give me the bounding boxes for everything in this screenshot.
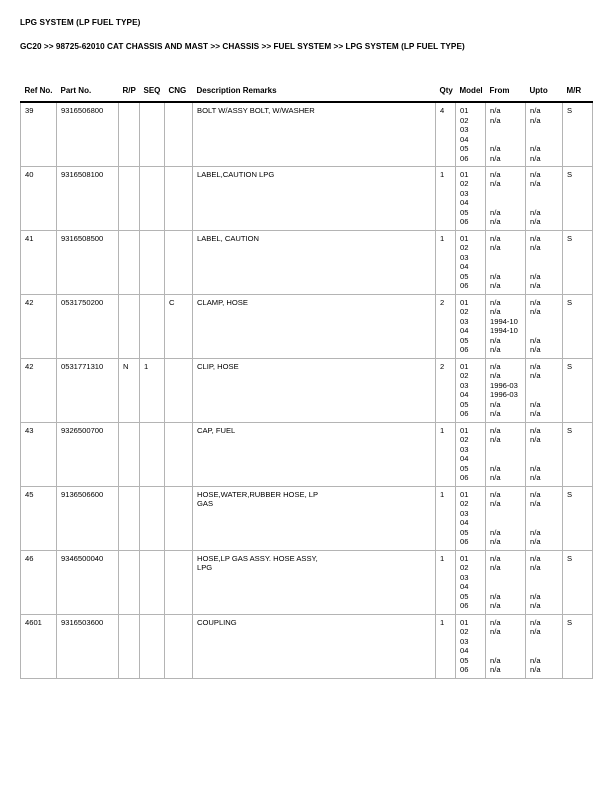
cell-description: LABEL,CAUTION LPG bbox=[193, 166, 436, 230]
column-header-description: Description Remarks bbox=[193, 86, 436, 102]
cell-rp bbox=[119, 102, 140, 166]
upto-list: n/a n/a n/a n/a bbox=[530, 489, 541, 547]
cell-mr: S bbox=[563, 166, 593, 230]
cell-mr: S bbox=[563, 230, 593, 294]
cell-part-no: 0531771310 bbox=[57, 358, 119, 422]
cell-cng bbox=[165, 614, 193, 678]
cell-mr: S bbox=[563, 358, 593, 422]
table-row[interactable] bbox=[21, 550, 593, 614]
cell-description: CAP, FUEL bbox=[193, 422, 436, 486]
cell-from bbox=[486, 358, 526, 422]
cell-seq bbox=[140, 102, 165, 166]
cell-mr: S bbox=[563, 422, 593, 486]
cell-model bbox=[456, 422, 486, 486]
cell-from bbox=[486, 422, 526, 486]
from-list: n/a n/a n/a n/a bbox=[490, 425, 501, 483]
from-list: n/a n/a n/a n/a bbox=[490, 489, 501, 547]
cell-ref-no: 43 bbox=[21, 422, 57, 486]
cell-qty: 2 bbox=[436, 294, 456, 358]
cell-seq bbox=[140, 230, 165, 294]
cell-rp bbox=[119, 230, 140, 294]
upto-list: n/a n/a n/a n/a bbox=[530, 106, 541, 163]
cell-qty: 1 bbox=[436, 230, 456, 294]
table-row[interactable] bbox=[21, 102, 593, 166]
cell-from bbox=[486, 230, 526, 294]
column-header-model: Model bbox=[456, 86, 486, 102]
cell-description: BOLT W/ASSY BOLT, W/WASHER bbox=[193, 102, 436, 166]
cell-seq bbox=[140, 550, 165, 614]
cell-part-no: 9316508500 bbox=[57, 230, 119, 294]
from-list: n/a n/a n/a n/a bbox=[490, 617, 501, 675]
cell-cng: C bbox=[165, 294, 193, 358]
parts-table bbox=[20, 86, 593, 679]
model-list: 01 02 03 04 05 06 bbox=[460, 361, 469, 419]
cell-from bbox=[486, 166, 526, 230]
cell-qty: 1 bbox=[436, 486, 456, 550]
cell-from bbox=[486, 614, 526, 678]
model-list: 01 02 03 04 05 06 bbox=[460, 233, 469, 291]
cell-description: LABEL, CAUTION bbox=[193, 230, 436, 294]
cell-upto bbox=[526, 614, 563, 678]
upto-list: n/a n/a n/a n/a bbox=[530, 617, 541, 675]
cell-part-no: 9316508100 bbox=[57, 166, 119, 230]
upto-list: n/a n/a n/a n/a bbox=[530, 297, 541, 355]
breadcrumb: GC20 >> 98725-62010 CAT CHASSIS AND MAST >> CHASSIS >> FUEL SYSTEM >> LPG SYSTEM (LP FUEL TYPE) bbox=[20, 42, 465, 51]
cell-cng bbox=[165, 166, 193, 230]
cell-cng bbox=[165, 486, 193, 550]
cell-from bbox=[486, 550, 526, 614]
cell-seq bbox=[140, 422, 165, 486]
table-row[interactable] bbox=[21, 614, 593, 678]
cell-qty: 4 bbox=[436, 102, 456, 166]
cell-model bbox=[456, 486, 486, 550]
cell-model bbox=[456, 614, 486, 678]
cell-seq: 1 bbox=[140, 358, 165, 422]
from-list: n/a n/a n/a n/a bbox=[490, 106, 501, 163]
table-header-row bbox=[21, 86, 593, 102]
model-list: 01 02 03 04 05 06 bbox=[460, 617, 469, 675]
column-header-ref-no: Ref No. bbox=[21, 86, 57, 102]
cell-from bbox=[486, 102, 526, 166]
cell-upto bbox=[526, 166, 563, 230]
cell-model bbox=[456, 230, 486, 294]
cell-rp bbox=[119, 294, 140, 358]
cell-upto bbox=[526, 550, 563, 614]
from-list: n/a n/a n/a n/a bbox=[490, 233, 501, 291]
cell-mr: S bbox=[563, 294, 593, 358]
cell-seq bbox=[140, 614, 165, 678]
column-header-rp: R/P bbox=[119, 86, 140, 102]
cell-upto bbox=[526, 102, 563, 166]
cell-ref-no: 42 bbox=[21, 294, 57, 358]
table-body bbox=[21, 102, 593, 678]
cell-qty: 1 bbox=[436, 166, 456, 230]
cell-description: COUPLING bbox=[193, 614, 436, 678]
cell-from bbox=[486, 294, 526, 358]
from-list: n/a n/a 1996-03 1996-03 n/a n/a bbox=[490, 361, 518, 419]
cell-ref-no: 39 bbox=[21, 102, 57, 166]
cell-cng bbox=[165, 230, 193, 294]
model-list: 01 02 03 04 05 06 bbox=[460, 553, 469, 611]
from-list: n/a n/a n/a n/a bbox=[490, 169, 501, 227]
cell-upto bbox=[526, 422, 563, 486]
model-list: 01 02 03 04 05 06 bbox=[460, 106, 469, 163]
cell-ref-no: 45 bbox=[21, 486, 57, 550]
cell-upto bbox=[526, 294, 563, 358]
model-list: 01 02 03 04 05 06 bbox=[460, 425, 469, 483]
cell-part-no: 9326500700 bbox=[57, 422, 119, 486]
cell-mr: S bbox=[563, 102, 593, 166]
page-title: LPG SYSTEM (LP FUEL TYPE) bbox=[20, 18, 141, 27]
column-header-qty: Qty bbox=[436, 86, 456, 102]
column-header-mr: M/R bbox=[563, 86, 593, 102]
table-row[interactable] bbox=[21, 486, 593, 550]
cell-rp bbox=[119, 486, 140, 550]
cell-rp bbox=[119, 166, 140, 230]
cell-part-no: 0531750200 bbox=[57, 294, 119, 358]
model-list: 01 02 03 04 05 06 bbox=[460, 489, 469, 547]
column-header-cng: CNG bbox=[165, 86, 193, 102]
cell-ref-no: 40 bbox=[21, 166, 57, 230]
cell-model bbox=[456, 166, 486, 230]
upto-list: n/a n/a n/a n/a bbox=[530, 425, 541, 483]
cell-seq bbox=[140, 294, 165, 358]
cell-ref-no: 4601 bbox=[21, 614, 57, 678]
cell-upto bbox=[526, 486, 563, 550]
table-row[interactable] bbox=[21, 230, 593, 294]
cell-ref-no: 42 bbox=[21, 358, 57, 422]
cell-seq bbox=[140, 166, 165, 230]
table-row[interactable] bbox=[21, 358, 593, 422]
upto-list: n/a n/a n/a n/a bbox=[530, 233, 541, 291]
column-header-seq: SEQ bbox=[140, 86, 165, 102]
column-header-from: From bbox=[486, 86, 526, 102]
cell-cng bbox=[165, 358, 193, 422]
cell-rp bbox=[119, 614, 140, 678]
cell-model bbox=[456, 294, 486, 358]
model-list: 01 02 03 04 05 06 bbox=[460, 169, 469, 227]
cell-cng bbox=[165, 422, 193, 486]
cell-model bbox=[456, 550, 486, 614]
cell-part-no: 9346500040 bbox=[57, 550, 119, 614]
cell-ref-no: 41 bbox=[21, 230, 57, 294]
cell-qty: 1 bbox=[436, 422, 456, 486]
cell-qty: 1 bbox=[436, 550, 456, 614]
cell-ref-no: 46 bbox=[21, 550, 57, 614]
column-header-part-no: Part No. bbox=[57, 86, 119, 102]
cell-description: HOSE,WATER,RUBBER HOSE, LP GAS bbox=[193, 486, 436, 550]
from-list: n/a n/a 1994-10 1994-10 n/a n/a bbox=[490, 297, 518, 355]
from-list: n/a n/a n/a n/a bbox=[490, 553, 501, 611]
cell-mr: S bbox=[563, 614, 593, 678]
table-row[interactable] bbox=[21, 422, 593, 486]
model-list: 01 02 03 04 05 06 bbox=[460, 297, 469, 355]
cell-description: HOSE,LP GAS ASSY. HOSE ASSY, LPG bbox=[193, 550, 436, 614]
cell-rp bbox=[119, 422, 140, 486]
upto-list: n/a n/a n/a n/a bbox=[530, 553, 541, 611]
table-row[interactable] bbox=[21, 294, 593, 358]
cell-upto bbox=[526, 358, 563, 422]
cell-rp bbox=[119, 550, 140, 614]
cell-part-no: 9136506600 bbox=[57, 486, 119, 550]
cell-upto bbox=[526, 230, 563, 294]
cell-from bbox=[486, 486, 526, 550]
cell-description: CLAMP, HOSE bbox=[193, 294, 436, 358]
cell-mr: S bbox=[563, 486, 593, 550]
upto-list: n/a n/a n/a n/a bbox=[530, 169, 541, 227]
table-row[interactable] bbox=[21, 166, 593, 230]
cell-model bbox=[456, 102, 486, 166]
cell-qty: 1 bbox=[436, 614, 456, 678]
cell-mr: S bbox=[563, 550, 593, 614]
cell-seq bbox=[140, 486, 165, 550]
cell-rp: N bbox=[119, 358, 140, 422]
cell-part-no: 9316506800 bbox=[57, 102, 119, 166]
cell-qty: 2 bbox=[436, 358, 456, 422]
cell-model bbox=[456, 358, 486, 422]
column-header-upto: Upto bbox=[526, 86, 563, 102]
cell-part-no: 9316503600 bbox=[57, 614, 119, 678]
cell-description: CLIP, HOSE bbox=[193, 358, 436, 422]
cell-cng bbox=[165, 102, 193, 166]
parts-table-container bbox=[20, 86, 592, 679]
table-head bbox=[21, 86, 593, 102]
cell-cng bbox=[165, 550, 193, 614]
upto-list: n/a n/a n/a n/a bbox=[530, 361, 541, 419]
